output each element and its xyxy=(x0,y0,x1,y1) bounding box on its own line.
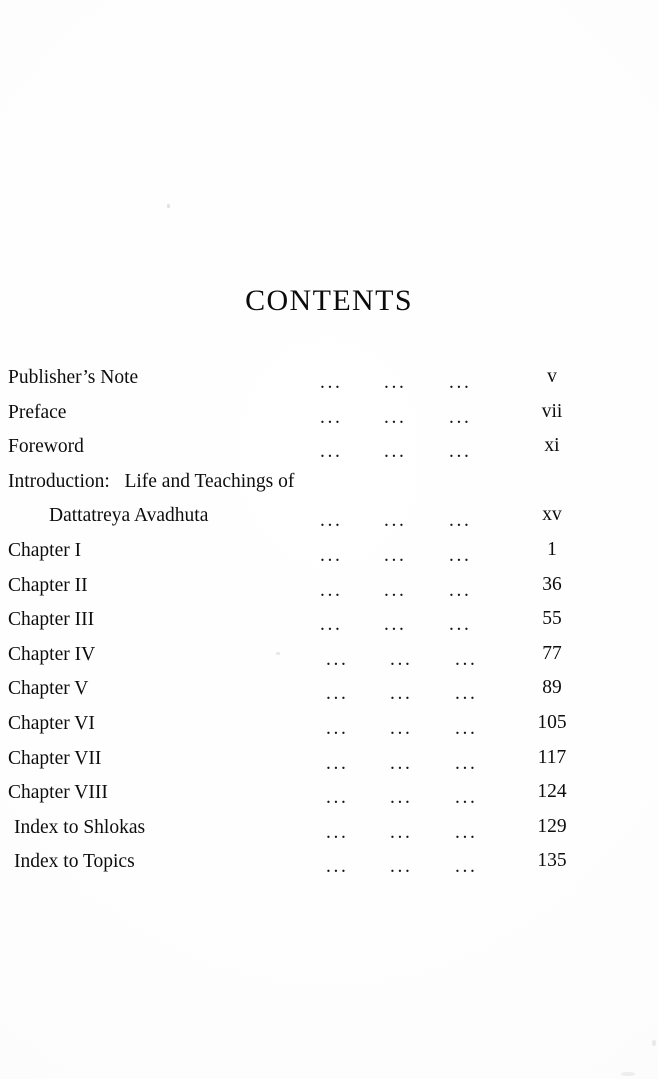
toc-leader-dots: ... xyxy=(455,752,478,774)
toc-entry-label: Index to Topics xyxy=(14,851,135,873)
toc-entry-row[interactable] xyxy=(0,744,658,779)
table-of-contents-list xyxy=(0,363,658,882)
toc-entry-row[interactable] xyxy=(0,605,658,640)
toc-leader-dots: ... xyxy=(384,614,407,636)
toc-leader-dots: ... xyxy=(455,683,478,705)
toc-entry-label: Chapter I xyxy=(8,539,82,561)
toc-leader-dots: ... xyxy=(326,821,349,843)
toc-page-number: 1 xyxy=(547,538,557,560)
toc-page-number: xv xyxy=(542,503,562,525)
toc-page-number: 55 xyxy=(542,608,562,630)
toc-entry-label: Foreword xyxy=(8,436,84,458)
toc-page-number: 129 xyxy=(537,815,567,837)
toc-entry-row[interactable] xyxy=(0,674,658,709)
toc-leader-dots: ... xyxy=(390,821,413,843)
toc-leader-dots: ... xyxy=(320,509,343,531)
scan-speck xyxy=(652,1040,656,1046)
toc-entry-label: Chapter VIII xyxy=(8,782,108,804)
toc-entry-row[interactable] xyxy=(0,536,658,571)
toc-leader-dots: ... xyxy=(320,544,343,566)
toc-leader-dots: ... xyxy=(390,717,413,739)
toc-leader-dots: ... xyxy=(390,856,413,878)
toc-leader-dots: ... xyxy=(326,856,349,878)
toc-leader-dots: ... xyxy=(384,544,407,566)
toc-page-number: v xyxy=(547,366,557,387)
toc-leader-dots: ... xyxy=(449,509,472,531)
toc-entry-label: Publisher’s Note xyxy=(8,367,139,388)
toc-leader-dots: ... xyxy=(449,441,472,463)
toc-leader-dots: ... xyxy=(384,406,407,428)
toc-leader-dots: ... xyxy=(449,544,472,566)
toc-leader-dots: ... xyxy=(326,648,349,670)
toc-leader-dots: ... xyxy=(390,683,413,705)
toc-page-number: 77 xyxy=(542,642,562,664)
toc-entry-label-continuation: Dattatreya Avadhuta xyxy=(49,504,209,526)
toc-leader-dots: ... xyxy=(384,372,407,393)
toc-entry-label: Chapter V xyxy=(8,678,89,700)
toc-leader-dots: ... xyxy=(449,614,472,636)
toc-leader-dots: ... xyxy=(455,821,478,843)
toc-leader-dots: ... xyxy=(455,856,478,878)
toc-leader-dots: ... xyxy=(390,648,413,670)
toc-leader-dots: ... xyxy=(390,787,413,809)
toc-leader-dots: ... xyxy=(449,406,472,428)
toc-entry-row[interactable] xyxy=(0,432,658,467)
toc-entry-label: Chapter III xyxy=(8,609,95,631)
toc-leader-dots: ... xyxy=(326,683,349,705)
toc-entry-label: Introduction: Life and Teachings of Dattatreya Avadhuta xyxy=(8,469,294,529)
toc-leader-dots: ... xyxy=(326,752,349,774)
toc-page-number: 36 xyxy=(542,573,562,595)
toc-entry-label: Chapter VI xyxy=(8,712,95,734)
toc-leader-dots: ... xyxy=(455,787,478,809)
toc-leader-dots: ... xyxy=(320,372,343,393)
toc-entry-row[interactable] xyxy=(0,398,658,433)
toc-entry-row[interactable] xyxy=(0,363,658,398)
toc-leader-dots: ... xyxy=(455,717,478,739)
toc-leader-dots: ... xyxy=(384,579,407,601)
toc-leader-dots: ... xyxy=(449,579,472,601)
toc-page-number: vii xyxy=(541,400,563,422)
toc-entry-row[interactable] xyxy=(0,847,658,882)
toc-leader-dots: ... xyxy=(320,579,343,601)
toc-leader-dots: ... xyxy=(390,752,413,774)
toc-entry-row[interactable] xyxy=(0,813,658,848)
toc-entry-label: Chapter IV xyxy=(8,643,96,665)
toc-entry-label: Chapter II xyxy=(8,574,88,596)
toc-page-number: 117 xyxy=(537,746,567,768)
toc-leader-dots: ... xyxy=(320,614,343,636)
toc-leader-dots: ... xyxy=(326,787,349,809)
toc-page-number: 105 xyxy=(537,711,567,733)
toc-entry-label: Index to Shlokas xyxy=(14,816,146,838)
scan-speck xyxy=(621,1072,635,1076)
toc-leader-dots: ... xyxy=(455,648,478,670)
toc-leader-dots: ... xyxy=(384,441,407,463)
toc-entry-label: Preface xyxy=(8,401,67,423)
toc-entry-label: Chapter VII xyxy=(8,747,102,769)
toc-entry-row[interactable] xyxy=(0,640,658,675)
toc-page-number: 89 xyxy=(542,677,562,699)
scan-speck xyxy=(167,204,170,208)
page-title: CONTENTS xyxy=(245,284,413,317)
toc-leader-dots: ... xyxy=(326,717,349,739)
toc-page-number: 135 xyxy=(537,850,567,872)
toc-page-number: 124 xyxy=(537,781,567,803)
toc-leader-dots: ... xyxy=(320,441,343,463)
toc-entry-row[interactable] xyxy=(0,709,658,744)
toc-leader-dots: ... xyxy=(320,406,343,428)
toc-entry-row[interactable] xyxy=(0,778,658,813)
toc-entry-row[interactable] xyxy=(0,467,658,536)
toc-leader-dots: ... xyxy=(449,372,472,393)
scan-speck xyxy=(276,652,280,655)
toc-page-number: xi xyxy=(544,435,560,457)
toc-entry-row[interactable] xyxy=(0,571,658,606)
toc-leader-dots: ... xyxy=(384,509,407,531)
